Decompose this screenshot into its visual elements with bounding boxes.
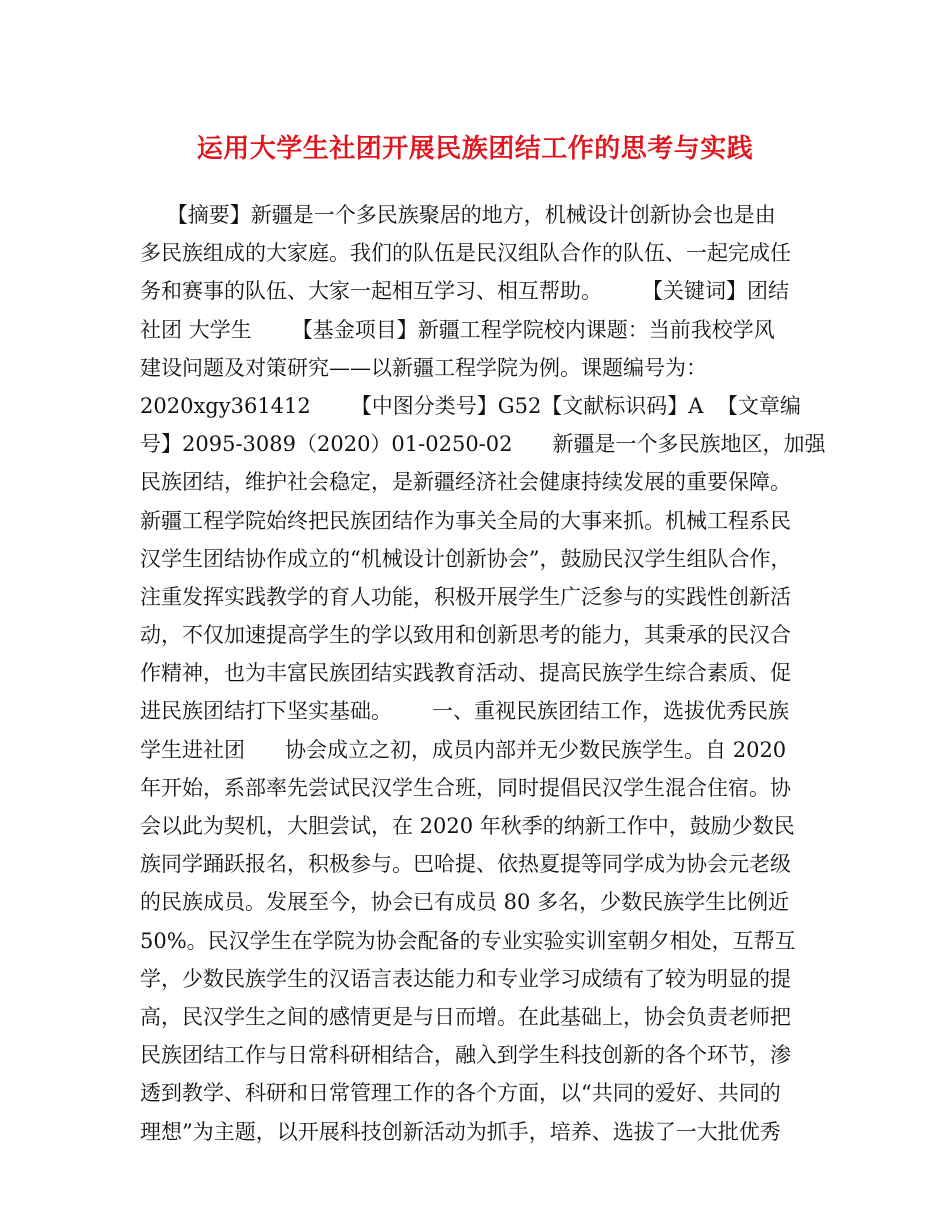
paragraph-line: 作精神，也为丰富民族团结实践教育活动、提高民族学生综合素质、促 bbox=[140, 661, 791, 686]
paragraph-line: 【摘要】新疆是一个多民族聚居的地方，机械设计创新协会也是由 bbox=[140, 203, 776, 227]
paragraph-line: 民族团结，维护社会稳定，是新疆经济社会健康持续发展的重要保障。 bbox=[140, 470, 791, 495]
paragraph-line: 民族团结工作与日常科研相结合，融入到学生科技创新的各个环节，渗 bbox=[140, 1043, 791, 1068]
paragraph-line: 会以此为契机，大胆尝试，在 2020 年秋季的纳新工作中，鼓励少数民 bbox=[140, 814, 795, 838]
paragraph-line: 建设问题及对策研究——以新疆工程学院为例。课题编号为： bbox=[140, 355, 707, 380]
document-body bbox=[140, 196, 830, 1151]
paragraph-line: 高，民汉学生之间的感情更是与日而增。在此基础上，协会负责老师把 bbox=[140, 1004, 791, 1029]
paragraph-line: 注重发挥实践教学的育人功能，积极开展学生广泛参与的实践性创新活 bbox=[140, 584, 791, 609]
paragraph-line: 年开始，系部率先尝试民汉学生合班，同时提倡民汉学生混合住宿。协 bbox=[140, 775, 791, 800]
paragraph-line: 理想”为主题，以开展科技创新活动为抓手，培养、选拔了一大批优秀 bbox=[140, 1119, 781, 1144]
paragraph-line: 多民族组成的大家庭。我们的队伍是民汉组队合作的队伍、一起完成任 bbox=[140, 241, 791, 266]
paragraph-line: 50%。民汉学生在学院为协会配备的专业实验实训室朝夕相处，互帮互 bbox=[140, 928, 796, 953]
paragraph-line: 透到教学、科研和日常管理工作的各个方面，以“共同的爱好、共同的 bbox=[140, 1081, 781, 1106]
paragraph-line: 新疆工程学院始终把民族团结作为事关全局的大事来抓。机械工程系民 bbox=[140, 508, 791, 533]
paragraph-line: 学生进社团 协会成立之初，成员内部并无少数民族学生。自 2020 bbox=[140, 737, 787, 762]
paragraph-line: 的民族成员。发展至今，协会已有成员 80 多名，少数民族学生比例近 bbox=[140, 890, 790, 915]
paragraph-line: 族同学踊跃报名，积极参与。巴哈提、依热夏提等同学成为协会元老级 bbox=[140, 852, 791, 877]
paragraph-line: 学，少数民族学生的汉语言表达能力和专业学习成绩有了较为明显的提 bbox=[140, 966, 791, 991]
paragraph-line: 2020xgy361412 【中图分类号】G52【文献标识码】A 【文章编 bbox=[140, 393, 801, 418]
paragraph-line: 社团 大学生 【基金项目】新疆工程学院校内课题：当前我校学风 bbox=[140, 317, 775, 342]
paragraph-line: 务和赛事的队伍、大家一起相互学习、相互帮助。 【关键词】团结 bbox=[140, 279, 790, 304]
paragraph-line: 动，不仅加速提高学生的学以致用和创新思考的能力，其秉承的民汉合 bbox=[140, 623, 791, 648]
paragraph-line: 进民族团结打下坚实基础。 一、重视民族团结工作，选拔优秀民族 bbox=[140, 699, 790, 724]
document-title: 运用大学生社团开展民族团结工作的思考与实践 bbox=[196, 134, 754, 164]
paragraph-line: 号】2095-3089（2020）01-0250-02 新疆是一个多民族地区，加强 bbox=[140, 432, 826, 457]
paragraph-line: 汉学生团结协作成立的“机械设计创新协会”，鼓励民汉学生组队合作， bbox=[140, 546, 792, 571]
